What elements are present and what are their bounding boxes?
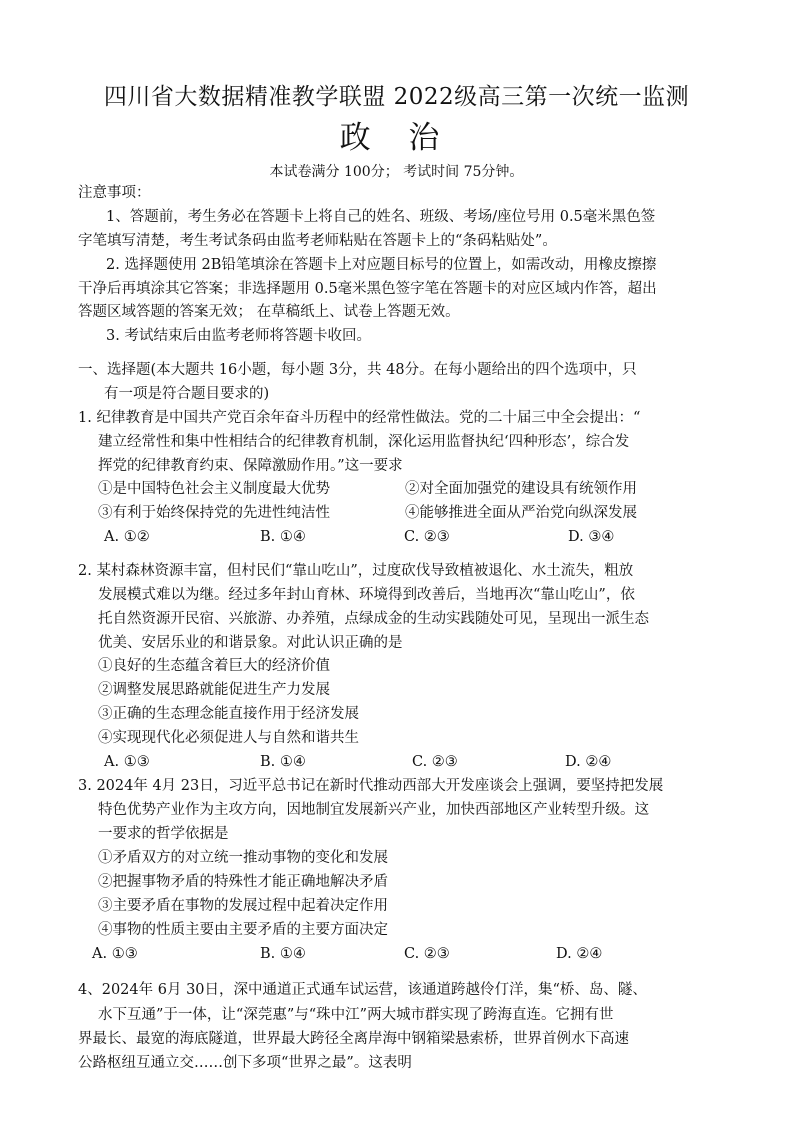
question-2-stem: 发展模式难以为继。经过多年封山育林、环境得到改善后，当地再次“靠山吃山”，依 — [98, 587, 635, 603]
question-2-item: ③正确的生态理念能直接作用于经济发展 — [98, 706, 359, 722]
section-heading: 一、选择题(本大题共 16小题，每小题 3分，共 48分。在每小题给出的四个选项中，只 — [78, 362, 637, 378]
notes-line: 1、答题前，考生务必在答题卡上将自己的姓名、班级、考场/座位号用 0.5毫米黑色签 — [106, 209, 656, 225]
option-b[interactable]: B. ①④ — [260, 946, 306, 962]
question-1-stem: 1. 纪律教育是中国共产党百余年奋斗历程中的经常性做法。党的二十届三中全会提出：“ — [78, 410, 641, 426]
question-1-stem: 建立经常性和集中性相结合的纪律教育机制，深化运用监督执纪‘四种形态’，综合发 — [98, 434, 630, 450]
question-1-item: ①是中国特色社会主义制度最大优势 — [98, 481, 330, 497]
question-4-stem: 水下互通”于一体，让“深莞惠”与“珠中江”两大城市群实现了跨海直连。它拥有世 — [98, 1007, 614, 1023]
question-2-stem: 优美、安居乐业的和谐景象。对此认识正确的是 — [98, 635, 403, 651]
question-3-item: ③主要矛盾在事物的发展过程中起着决定作用 — [98, 898, 388, 914]
notes-line: 字笔填写清楚，考生考试条码由监考老师粘贴在答题卡上的“条码粘贴处”。 — [78, 233, 557, 249]
option-c[interactable]: C. ②③ — [404, 529, 450, 545]
notes-heading: 注意事项： — [78, 185, 151, 201]
question-3-stem: 一要求的哲学依据是 — [98, 826, 229, 842]
exam-title: 四川省大数据精准教学联盟 2022级高三第一次统一监测 — [103, 84, 690, 110]
option-a[interactable]: A. ①③ — [104, 754, 150, 770]
option-d[interactable]: D. ③④ — [568, 529, 615, 545]
question-2-item: ④实现现代化必须促进人与自然和谐共生 — [98, 730, 359, 746]
option-a[interactable]: A. ①② — [104, 529, 150, 545]
question-4-stem: 界最长、最宽的海底隧道，世界最大跨径全离岸海中钢箱梁悬索桥，世界首例水下高速 — [78, 1031, 629, 1047]
question-3-item: ②把握事物矛盾的特殊性才能正确地解决矛盾 — [98, 874, 388, 890]
question-2-stem: 托自然资源开民宿、兴旅游、办养殖，点绿成金的生动实践随处可见，呈现出一派生态 — [98, 611, 649, 627]
subject-title: 政 治 — [339, 120, 454, 156]
question-1-item: ④能够推进全面从严治党向纵深发展 — [405, 505, 637, 521]
section-heading: 有一项是符合题目要求的) — [104, 386, 270, 402]
question-1-stem: 挥党的纪律教育约束、保障激励作用。”这一要求 — [98, 458, 403, 474]
question-2-item: ①良好的生态蕴含着巨大的经济价值 — [98, 658, 330, 674]
option-b[interactable]: B. ①④ — [260, 529, 306, 545]
question-3-stem: 3. 2024年 4月 23日，习近平总书记在新时代推动西部大开发座谈会上强调，要坚持把发展 — [78, 778, 664, 794]
option-a[interactable]: A. ①③ — [92, 946, 138, 962]
option-d[interactable]: D. ②④ — [556, 946, 603, 962]
question-3-item: ①矛盾双方的对立统一推动事物的变化和发展 — [98, 850, 388, 866]
option-c[interactable]: C. ②③ — [404, 946, 450, 962]
option-b[interactable]: B. ①④ — [260, 754, 306, 770]
notes-line: 2. 选择题使用 2B铅笔填涂在答题卡上对应题目标号的位置上，如需改动，用橡皮擦擦 — [106, 257, 657, 273]
question-3-item: ④事物的性质主要由主要矛盾的主要方面决定 — [98, 922, 388, 938]
option-d[interactable]: D. ②④ — [565, 754, 612, 770]
question-4-stem: 4、2024年 6月 30日，深中通道正式通车试运营，该通道跨越伶仃洋，集“桥、岛、隧、 — [78, 982, 647, 998]
notes-line: 答题区域答题的答案无效； 在草稿纸上、试卷上答题无效。 — [78, 304, 460, 320]
question-4-stem: 公路枢纽互通立交……创下多项“世界之最”。这表明 — [78, 1055, 412, 1071]
question-1-item: ②对全面加强党的建设具有统领作用 — [405, 481, 637, 497]
notes-line: 干净后再填涂其它答案；非选择题用 0.5毫米黑色签字笔在答题卡的对应区域内作答，超出 — [78, 281, 657, 297]
exam-info: 本试卷满分 100分； 考试时间 75分钟。 — [269, 164, 524, 180]
question-1-item: ③有利于始终保持党的先进性纯洁性 — [98, 505, 330, 521]
option-c[interactable]: C. ②③ — [412, 754, 458, 770]
question-2-stem: 2. 某村森林资源丰富，但村民们“靠山吃山”，过度砍伐导致植被退化、水土流失，粗放 — [78, 563, 634, 579]
question-3-stem: 特色优势产业作为主攻方向，因地制宜发展新兴产业，加快西部地区产业转型升级。这 — [98, 802, 649, 818]
notes-line: 3. 考试结束后由监考老师将答题卡收回。 — [106, 328, 371, 344]
question-2-item: ②调整发展思路就能促进生产力发展 — [98, 682, 330, 698]
